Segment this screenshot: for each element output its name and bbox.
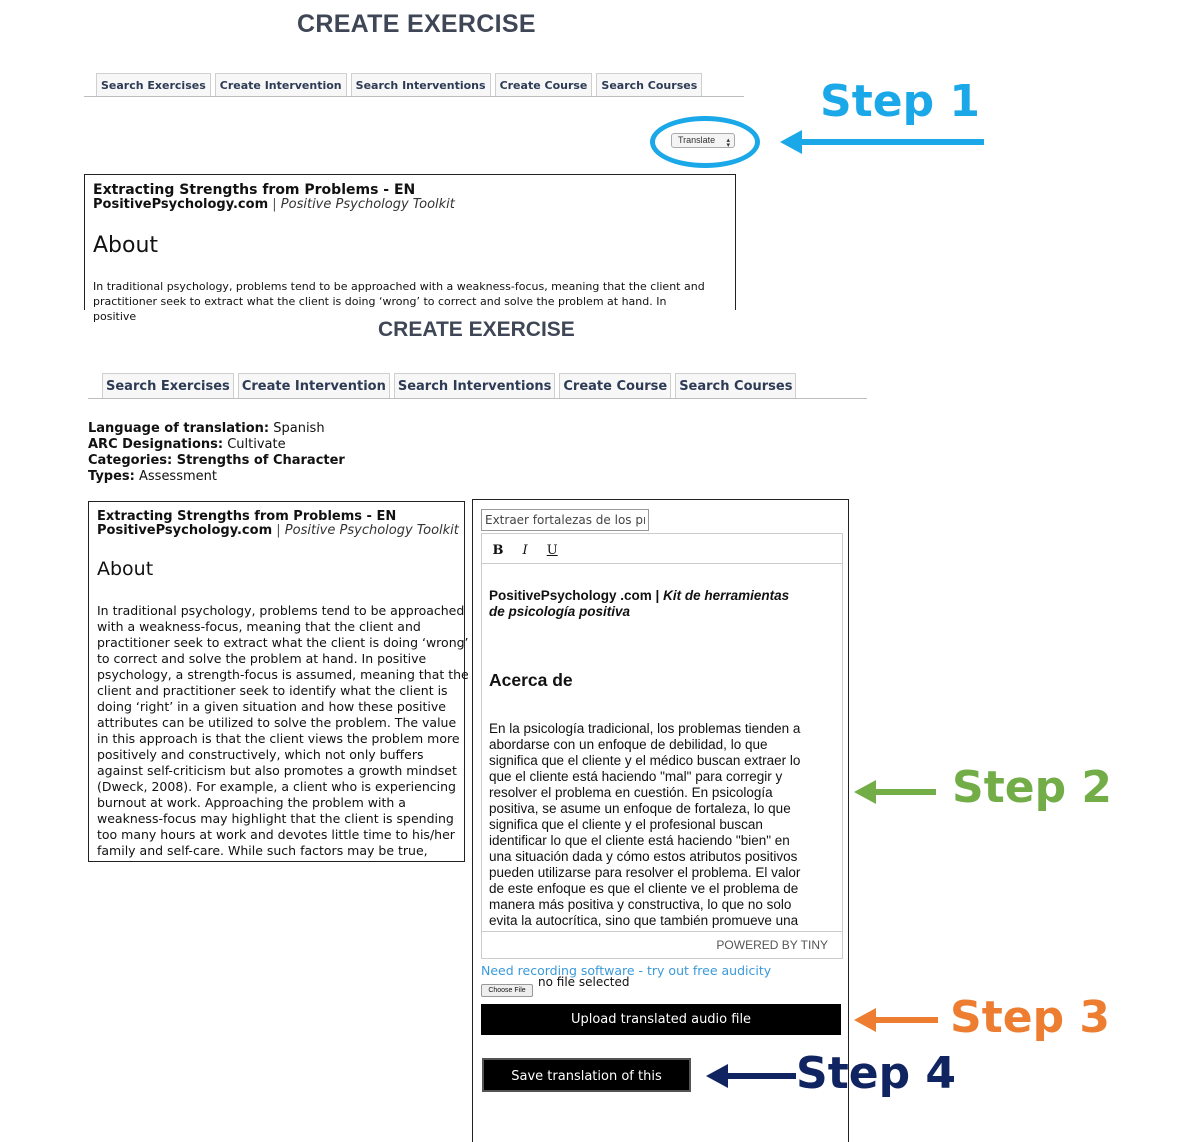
toolkit-name: Positive Psychology Toolkit — [280, 197, 455, 212]
translate-select[interactable] — [671, 133, 735, 148]
italic-button[interactable]: I — [522, 543, 528, 558]
paragraph-line: to correct and solve the problem at hand. In positive — [97, 651, 427, 666]
step-3-label: Step 3 — [950, 992, 1110, 1043]
underline-button[interactable]: U — [546, 543, 558, 558]
paragraph-line: doing ‘right’ in a given situation and how these positive — [97, 699, 446, 714]
step-1-arrow-head — [780, 130, 802, 154]
paragraph-line: positively and constructively, which not only buffers — [97, 747, 424, 762]
upload-audio-button[interactable]: Upload translated audio file — [481, 1004, 841, 1035]
step-1-arrow-shaft — [800, 139, 984, 145]
about-heading-top: About — [93, 233, 159, 258]
select-arrows-icon: ▴ — [726, 137, 730, 144]
editor-heading: Acerca de — [489, 670, 573, 690]
editor-paragraph — [489, 721, 834, 929]
paragraph-line: psychology, a strength-focus is assumed, meaning that the — [97, 667, 469, 682]
meta-arc: ARC Designations: Cultivate — [88, 437, 286, 452]
about-paragraph — [97, 603, 469, 859]
editor-paragraph-line: abordarse con un enfoque de debilidad, lo que — [489, 737, 768, 752]
editor-paragraph-line: pueden utilizarse para resolver el problema. El valor — [489, 865, 801, 880]
about-paragraph-top: In traditional psychology, problems tend to be approached with a weakness-focus, meaning that the client and practitioner seek to extract what the client is doing ‘wrong’ to correct and solve the problem at hand. In positive — [93, 280, 705, 323]
step-2-label: Step 2 — [952, 762, 1112, 813]
tab-search-exercises[interactable]: Search Exercises — [96, 73, 211, 96]
choose-file-button[interactable]: Choose File — [481, 984, 533, 997]
powered-by-tiny: POWERED BY TINY — [716, 938, 828, 952]
tab-bar-top — [84, 73, 744, 97]
toolkit-name-2: Positive Psychology Toolkit — [284, 523, 459, 538]
exercise-en-box — [88, 501, 469, 862]
step-3-arrow-head — [854, 1008, 876, 1032]
translation-panel — [472, 499, 849, 1142]
select-arrow-down-icon: ▾ — [726, 142, 730, 149]
exercise-en-source-line — [93, 197, 455, 212]
paragraph-line: with a weakness-focus, meaning that the client and — [97, 619, 421, 634]
step-2-arrow-shaft — [874, 789, 936, 795]
editor-source-line — [489, 588, 839, 620]
about-heading: About — [97, 558, 154, 580]
source-name: PositivePsychology.com — [93, 197, 269, 212]
editor-body[interactable] — [481, 564, 843, 931]
tab-create-course[interactable]: Create Course — [495, 73, 593, 96]
paragraph-line: against self-criticism but also promotes a growth mindset — [97, 763, 457, 778]
editor-paragraph-line: positiva, se asume un enfoque de fortaleza, lo que — [489, 801, 791, 816]
paragraph-line: in this approach is that the client views the problem more — [97, 731, 460, 746]
source-separator-2: | — [276, 523, 281, 538]
step-4-arrow-shaft — [726, 1073, 796, 1079]
tab-search-courses-2[interactable]: Search Courses — [675, 373, 796, 398]
editor-paragraph-line: resolver el problema en cuestión. En psicología — [489, 785, 773, 800]
meta-categories: Categories: Strengths of Character — [88, 453, 345, 468]
exercise-en-box-top — [84, 174, 736, 323]
editor-source-italic: Kit de herramientas — [663, 588, 790, 603]
meta-language: Language of translation: Spanish — [88, 421, 325, 436]
paragraph-line: too many hours at work and devotes little time to his/her — [97, 827, 455, 842]
paragraph-line: practitioner seek to extract what the client is doing ‘wrong’ — [97, 635, 469, 650]
exercise-en-title: Extracting Strengths from Problems - EN — [93, 182, 416, 198]
tab-bar-bottom — [88, 373, 867, 399]
source-name-2: PositivePsychology.com — [97, 523, 273, 538]
paragraph-line: attributes can be utilized to solve the problem. The value — [97, 715, 457, 730]
bold-button[interactable]: B — [492, 543, 504, 558]
step-3-arrow-shaft — [874, 1017, 938, 1023]
step-4-arrow-head — [706, 1064, 728, 1088]
editor-paragraph-line: que el cliente está haciendo "mal" para corregir y — [489, 769, 783, 784]
exercise-en-source-line-2 — [97, 523, 459, 538]
editor-source-bold: PositivePsychology .com | — [489, 588, 660, 603]
tab-create-intervention[interactable]: Create Intervention — [215, 73, 347, 96]
editor-paragraph-line: significa que el cliente y el profesional buscan — [489, 817, 763, 832]
editor-paragraph-line: una situación dada y cómo estos atributos positivos — [489, 849, 798, 864]
tab-create-course-2[interactable]: Create Course — [559, 373, 671, 398]
tab-create-intervention-2[interactable]: Create Intervention — [238, 373, 390, 398]
step-1-label: Step 1 — [820, 76, 980, 127]
paragraph-line: burnout at work. Approaching the problem with a — [97, 795, 406, 810]
editor-paragraph-line: identificar lo que el cliente está haciendo "bien" en — [489, 833, 790, 848]
paragraph-line: (Dweck, 2008). For example, a client who is experiencing — [97, 779, 456, 794]
tab-search-interventions-2[interactable]: Search Interventions — [394, 373, 556, 398]
page-title-bottom: CREATE EXERCISE — [378, 318, 575, 341]
no-file-selected-label: no file selected — [538, 975, 630, 989]
source-separator: | — [272, 197, 277, 212]
tab-search-interventions[interactable]: Search Interventions — [351, 73, 491, 96]
tab-search-exercises-2[interactable]: Search Exercises — [102, 373, 234, 398]
editor-paragraph-line: de este enfoque es que el cliente ve el problema de — [489, 881, 799, 896]
tab-search-courses[interactable]: Search Courses — [596, 73, 702, 96]
paragraph-line: In traditional psychology, problems tend to be approached — [97, 603, 465, 618]
exercise-en-title-2: Extracting Strengths from Problems - EN — [97, 509, 397, 524]
editor-statusbar — [481, 931, 843, 959]
editor-paragraph-line: manera más positiva y constructiva, lo que no solo — [489, 897, 792, 912]
translation-meta — [88, 421, 345, 485]
editor-paragraph-line: significa que el cliente y el médico buscan extraer lo — [489, 753, 801, 768]
step-2-arrow-head — [854, 780, 876, 804]
paragraph-line: weakness-focus may highlight that the client is spending — [97, 811, 454, 826]
editor-paragraph-line: evita la autocrítica, sino que también promueve una — [489, 913, 799, 928]
save-translation-button[interactable]: Save translation of this exercise — [482, 1058, 691, 1092]
translate-select-value: Translate — [678, 135, 716, 145]
editor-toolbar — [481, 533, 843, 564]
step-4-label: Step 4 — [796, 1048, 956, 1099]
paragraph-line: family and self-care. While such factors may be true, — [97, 843, 428, 858]
editor-paragraph-line: En la psicología tradicional, los problemas tienden a — [489, 721, 801, 736]
translated-title-input[interactable] — [481, 509, 649, 531]
paragraph-line: client and practitioner seek to identify what the client is — [97, 683, 448, 698]
meta-types: Types: Assessment — [88, 469, 217, 484]
page-title-top: CREATE EXERCISE — [297, 10, 536, 38]
editor-source-italic-cont: de psicología positiva — [489, 604, 631, 619]
recording-software-link[interactable]: Need recording software - try out free audicity — [481, 963, 772, 978]
